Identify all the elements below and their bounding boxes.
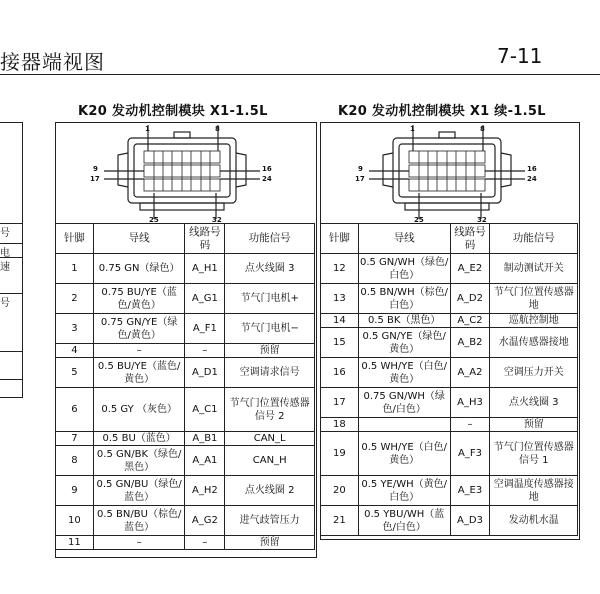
signal-cell: 空调请求信号 [225,358,315,388]
fragment-cell: 电 [0,243,22,258]
table-row [321,284,578,314]
wire-cell: 0.5 WH/YE（白色/黄色） [358,358,450,388]
signal-cell: 巡航控制地 [490,314,578,328]
pin-cell: 11 [56,536,94,550]
circuit-cell: A_C1 [185,388,225,432]
table-row [321,254,578,284]
circuit-cell: – [450,418,490,432]
table-row [321,418,578,432]
wire-cell: 0.5 BU（蓝色） [93,432,185,446]
signal-cell: 空调压力开关 [490,358,578,388]
table-row [56,432,315,446]
header-wire: 导线 [93,224,185,254]
wire-cell: 0.5 GN/WH（绿色/白色） [358,254,450,284]
table-row [56,476,315,506]
circuit-cell: A_E2 [450,254,490,284]
signal-cell: 发动机水温 [490,506,578,536]
pin-label: 9 [358,165,363,173]
page-title: 接器端视图 [0,50,105,74]
pin-cell: 19 [321,432,359,476]
pin-label: 17 [355,175,365,183]
pin-label: 8 [480,125,485,133]
pinout-table-panel [55,122,317,558]
table-title: K20 发动机控制模块 X1 续-1.5L [338,104,546,119]
circuit-cell: A_F1 [185,314,225,344]
table-row [56,254,315,284]
wire-cell: 0.5 BN/WH（棕色/白色） [358,284,450,314]
pin-label: 32 [477,216,487,223]
table-row [321,358,578,388]
wire-cell: 0.75 GN/YE（绿色/黄色） [93,314,185,344]
fragment-cell: 号 [0,223,22,242]
table-row [56,388,315,432]
pin-cell: 2 [56,284,94,314]
signal-cell: CAN_L [225,432,315,446]
table-header-row [321,224,578,254]
wire-cell: 0.5 WH/YE（白色/黄色） [358,432,450,476]
signal-cell: 点火线圈 3 [225,254,315,284]
signal-cell: 点火线圈 3 [490,388,578,418]
pin-label: 9 [93,165,98,173]
connector-diagram [321,123,579,223]
table-row [56,314,315,344]
circuit-cell: A_B1 [185,432,225,446]
table-row [321,476,578,506]
wire-cell: 0.75 GN/WH（绿色/白色） [358,388,450,418]
pin-cell: 13 [321,284,359,314]
circuit-cell: A_E3 [450,476,490,506]
signal-cell: 制动测试开关 [490,254,578,284]
table-row [56,446,315,476]
pin-cell: 1 [56,254,94,284]
circuit-cell: A_D1 [185,358,225,388]
wire-cell: 0.5 YBU/WH（蓝色/白色） [358,506,450,536]
table-row [56,536,315,550]
pin-cell: 3 [56,314,94,344]
signal-cell: 节气门位置传感器信号 2 [225,388,315,432]
pin-label: 16 [262,165,272,173]
pin-label: 24 [527,175,537,183]
circuit-cell: A_H3 [450,388,490,418]
circuit-cell: A_C2 [450,314,490,328]
pin-cell: 10 [56,506,94,536]
table-row [321,388,578,418]
pin-label: 8 [215,125,220,133]
wire-cell: 0.5 GN/BK（绿色/黑色） [93,446,185,476]
pin-label: 16 [527,165,537,173]
pinout-table [55,223,315,550]
pin-label: 17 [90,175,100,183]
circuit-cell: A_G2 [185,506,225,536]
wire-cell: 0.5 GN/BU（绿色/蓝色） [93,476,185,506]
pin-cell: 12 [321,254,359,284]
wire-cell: 0.5 BU/YE（蓝色/黄色） [93,358,185,388]
signal-cell: 进气歧管压力 [225,506,315,536]
pinout-table [320,223,578,536]
pin-cell: 6 [56,388,94,432]
table-header-row [56,224,315,254]
circuit-cell: A_D2 [450,284,490,314]
fragment-cell: 号 [0,293,22,324]
signal-cell: CAN_H [225,446,315,476]
header-circuit: 线路号码 [185,224,225,254]
circuit-cell: A_D3 [450,506,490,536]
signal-cell: 水温传感器接地 [490,328,578,358]
circuit-cell: A_H1 [185,254,225,284]
table-row [56,358,315,388]
header-wire: 导线 [358,224,450,254]
wire-cell: 0.75 BU/YE（蓝色/黄色） [93,284,185,314]
circuit-cell: A_A1 [185,446,225,476]
wire-cell: 0.5 YE/WH（黄色/白色） [358,476,450,506]
pinout-table-panel [320,122,580,540]
header-pin: 针脚 [56,224,94,254]
signal-cell: 节气门电机+ [225,284,315,314]
wire-cell: 0.5 BK（黑色） [358,314,450,328]
circuit-cell: A_B2 [450,328,490,358]
pin-cell: 15 [321,328,359,358]
pin-cell: 17 [321,388,359,418]
pin-cell: 9 [56,476,94,506]
wire-cell: – [93,344,185,358]
pin-cell: 18 [321,418,359,432]
signal-cell: 节气门位置传感器信号 1 [490,432,578,476]
pin-cell: 5 [56,358,94,388]
wire-cell: 0.5 GY （灰色） [93,388,185,432]
table-row [56,344,315,358]
table-row [321,506,578,536]
circuit-cell: A_A2 [450,358,490,388]
pin-cell: 14 [321,314,359,328]
pin-label: 1 [145,125,150,133]
wire-cell [358,418,450,432]
pin-cell: 7 [56,432,94,446]
page-number: 7-11 [497,44,543,68]
pin-label: 1 [410,125,415,133]
signal-cell: 预留 [490,418,578,432]
header-circuit: 线路号码 [450,224,490,254]
signal-cell: 点火线圈 2 [225,476,315,506]
header-signal: 功能信号 [225,224,315,254]
circuit-cell: A_G1 [185,284,225,314]
fragment-cell: 速 [0,257,22,288]
pin-label: 25 [414,216,424,223]
table-row [321,328,578,358]
circuit-cell: A_H2 [185,476,225,506]
signal-cell: 预留 [225,536,315,550]
header-signal: 功能信号 [490,224,578,254]
wire-cell: – [93,536,185,550]
signal-cell: 节气门位置传感器地 [490,284,578,314]
table-row [56,506,315,536]
pin-label: 32 [212,216,222,223]
circuit-cell: A_F3 [450,432,490,476]
wire-cell: 0.5 BN/BU（棕色/蓝色） [93,506,185,536]
table-row [56,284,315,314]
wire-cell: 0.75 GN（绿色） [93,254,185,284]
signal-cell: 预留 [225,344,315,358]
signal-cell: 空调温度传感器接地 [490,476,578,506]
header-pin: 针脚 [321,224,359,254]
header-rule [0,74,600,75]
pin-cell: 4 [56,344,94,358]
table-row [321,432,578,476]
pin-cell: 21 [321,506,359,536]
pin-cell: 16 [321,358,359,388]
left-table-fragment [0,122,23,398]
pin-cell: 8 [56,446,94,476]
pin-label: 25 [149,216,159,223]
pin-label: 24 [262,175,272,183]
wire-cell: 0.5 GN/YE（绿色/黄色） [358,328,450,358]
circuit-cell: – [185,344,225,358]
pin-cell: 20 [321,476,359,506]
circuit-cell: – [185,536,225,550]
table-row [321,314,578,328]
connector-diagram [56,123,316,223]
table-title: K20 发动机控制模块 X1-1.5L [78,104,268,119]
signal-cell: 节气门电机− [225,314,315,344]
